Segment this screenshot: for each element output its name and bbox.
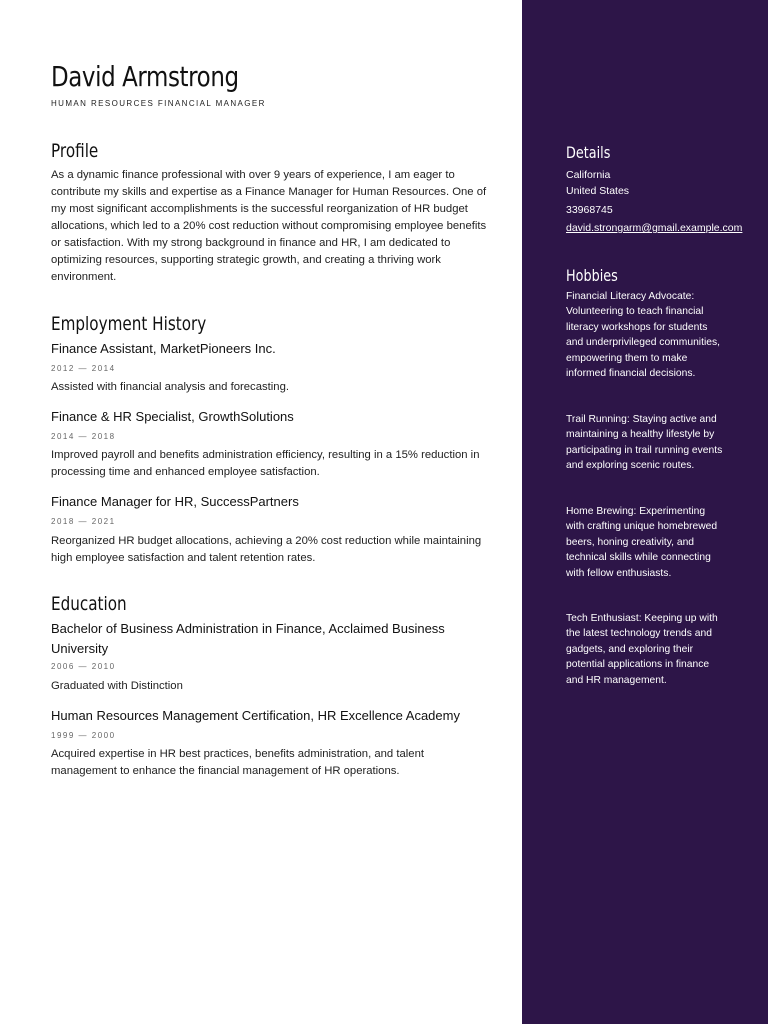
employment-heading: Employment History xyxy=(51,313,207,335)
job-title: Finance & HR Specialist, GrowthSolutions xyxy=(51,409,294,424)
job-dates: 2018 — 2021 xyxy=(51,517,116,526)
profile-heading: Profile xyxy=(51,140,99,162)
job-role: HUMAN RESOURCES FINANCIAL MANAGER xyxy=(51,99,266,108)
location: California xyxy=(566,169,611,181)
education-dates: 1999 — 2000 xyxy=(51,731,116,740)
phone: 33968745 xyxy=(566,204,613,216)
education-description: Graduated with Distinction xyxy=(51,680,183,692)
candidate-name: David Armstrong xyxy=(51,60,239,93)
job-title: Finance Assistant, MarketPioneers Inc. xyxy=(51,341,276,356)
hobby-item: Tech Enthusiast: Keeping up with the latest technology trends and gadgets, and exploring their potential applications in finance and HR management. xyxy=(566,613,718,686)
education-description: Acquired expertise in HR best practices, benefits administration, and talent management to enhance the financial management of HR operations. xyxy=(51,748,424,777)
education-title: Bachelor of Business Administration in Finance, Acclaimed Business University xyxy=(51,621,445,656)
hobbies-heading: Hobbies xyxy=(566,266,618,285)
education-heading: Education xyxy=(51,593,127,615)
hobby-item: Financial Literacy Advocate: Volunteering to teach financial literacy workshops for students and underprivileged communities, empowering them to make informed financial decisions. xyxy=(566,291,720,380)
job-description: Reorganized HR budget allocations, achieving a 20% cost reduction while maintaining high employee satisfaction and talent retention rates. xyxy=(51,535,482,564)
job-dates: 2012 — 2014 xyxy=(51,364,116,373)
hobby-item: Trail Running: Staying active and maintaining a healthy lifestyle by participating in trail running events and exploring scenic routes. xyxy=(566,414,723,472)
country: United States xyxy=(566,185,630,197)
education-dates: 2006 — 2010 xyxy=(51,662,116,671)
job-title: Finance Manager for HR, SuccessPartners xyxy=(51,494,299,509)
job-description: Assisted with financial analysis and forecasting. xyxy=(51,381,289,393)
email-link[interactable]: david.strongarm@gmail.example.com xyxy=(566,222,743,234)
details-heading: Details xyxy=(566,143,611,162)
education-title: Human Resources Management Certification, HR Excellence Academy xyxy=(51,708,460,723)
job-description: Improved payroll and benefits administration efficiency, resulting in a 15% reduction in processing time and enhanced employee satisfaction. xyxy=(51,449,480,478)
profile-text: As a dynamic finance professional with over 9 years of experience, I am eager to contribute my skills and expertise as a Finance Manager for Human Resources. One of my most significant accomplishments is the successful reorganization of HR budget allocations, which led to a 20% cost reduction without compromising employee benefits or satisfaction. With my strong background in finance and HR, I am dedicated to optimizing resources, supporting strategic growth, and creating a thriving work environment. xyxy=(51,169,487,283)
job-dates: 2014 — 2018 xyxy=(51,432,116,441)
hobby-item: Home Brewing: Experimenting with crafting unique homebrewed beers, honing creativity, and technical skills while connecting with fellow enthusiasts. xyxy=(566,506,718,579)
